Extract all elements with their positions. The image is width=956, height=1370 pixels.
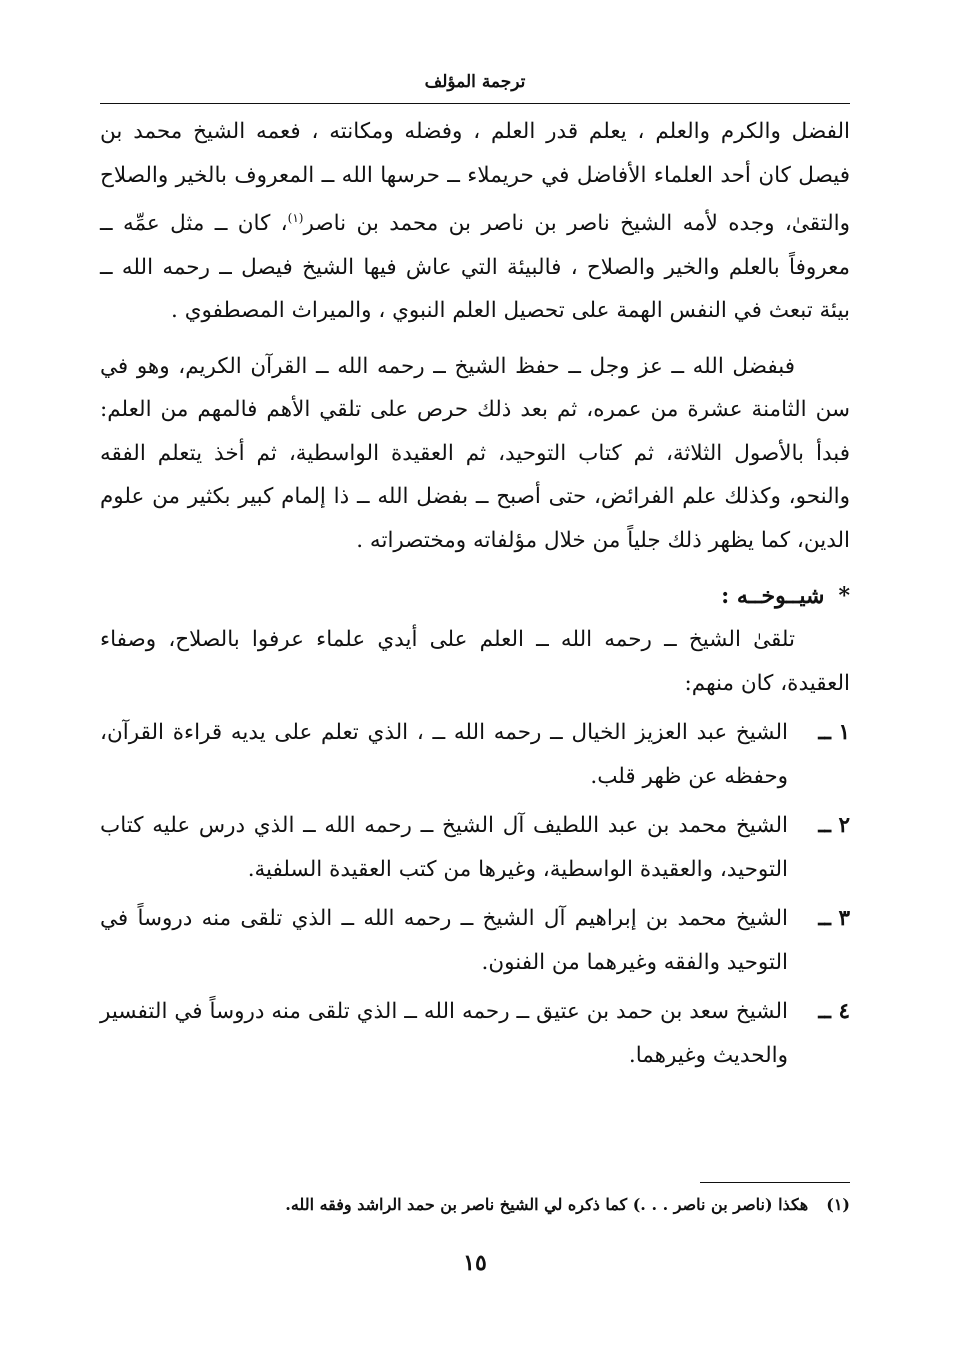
- list-item-text: الشيخ محمد بن عبد اللطيف آل الشيخ ــ رحمه الله ــ الذي درس عليه كتاب التوحيد، والعقيدة الواسطية، وغيرها من كتب العقيدة السلفية.: [100, 813, 788, 882]
- asterisk-icon: *: [838, 583, 850, 610]
- paragraph-2: فبفضل الله ــ عز وجل ــ حفظ الشيخ ــ رحمه الله ــ القرآن الكريم، وهو في سن الثامنة عشرة من عمره، ثم بعد ذلك حرص على تلقي الأهم فالمهم من العلم: فبدأ بالأصول الثلاثة، ثم كتاب التوحيد، ثم العقيدة الواسطية، ثم أخذ يتعلم الفقه والنحو، وكذلك علم الفرائض، حتى أصبح ــ بفضل الله ــ ذا إلمام كبير بكثير من علوم الدين، كما يظهر ذلك جلياً من خلال مؤلفاته ومختصراته .: [100, 353, 850, 553]
- list-item-number: ٢ ــ: [818, 813, 850, 839]
- footnote-rule: [700, 1182, 850, 1183]
- paragraph-1: [100, 110, 850, 333]
- footnote-text: هكذا (ناصر بن ناصر . . .) كما ذكره لي الشيخ ناصر بن حمد الراشد وفقه الله.: [285, 1195, 809, 1214]
- paragraph-1-continuation: ، كان ــ مثل عمِّه ــ معروفاً بالعلم والخير والصلاح ، فالبيئة التي عاش فيها الشيخ فيصل ــ رحمه الله ــ بيئة تبعث في النفس الهمة على تحصيل العلم النبوي ، والميراث المصطفوي .: [100, 211, 850, 324]
- body-text: [100, 110, 850, 1077]
- footnote-reference[interactable]: (١): [287, 211, 304, 225]
- book-page: [100, 62, 850, 1352]
- paragraph-1-text: الفضل والكرم والعلم ، يعلم قدر العلم ، وفضله ومكانته ، فعمه الشيخ محمد بن فيصل كان أحد العلماء الأفاضل في حريملاء ــ حرسها الله ــ المعروف بالخير والصلاح والتقىٰ، وجده لأمه الشيخ ناصر بن ناصر بن محمد بن ناصر: [100, 119, 850, 237]
- list-item: [100, 990, 850, 1077]
- list-item: [100, 711, 850, 798]
- list-item-text: الشيخ محمد بن إبراهيم آل الشيخ ــ رحمه الله ــ الذي تلقى منه دروساً في التوحيد والفقه وغيرهما من الفنون.: [100, 906, 788, 975]
- list-item-text: الشيخ سعد بن حمد بن عتيق ــ رحمه الله ــ الذي تلقى منه دروساً في التفسير والحديث وغيرهما.: [100, 999, 788, 1068]
- list-item-number: ١ ــ: [818, 720, 850, 746]
- footnote-number: (١): [826, 1195, 850, 1214]
- running-header: ترجمة المؤلف: [424, 72, 526, 92]
- list-item: [100, 897, 850, 984]
- section-title: شيــوخــه :: [721, 583, 825, 610]
- list-item-number: ٣ ــ: [818, 906, 850, 932]
- list-item-text: الشيخ عبد العزيز الخيال ــ رحمه الله ــ ، الذي تعلم على يديه قراءة القرآن، وحفظه عن ظهر قلب.: [100, 720, 788, 789]
- footnote: [100, 1192, 850, 1218]
- section-heading: [100, 574, 850, 618]
- page-number: ١٥: [463, 1250, 487, 1276]
- header-rule: [100, 103, 850, 104]
- list-item: [100, 804, 850, 891]
- list-item-number: ٤ ــ: [818, 999, 850, 1025]
- paragraph-3: تلقىٰ الشيخ ــ رحمه الله ــ العلم على أيدي علماء عرفوا بالصلاح، وصفاء العقيدة، كان منهم:: [100, 627, 850, 696]
